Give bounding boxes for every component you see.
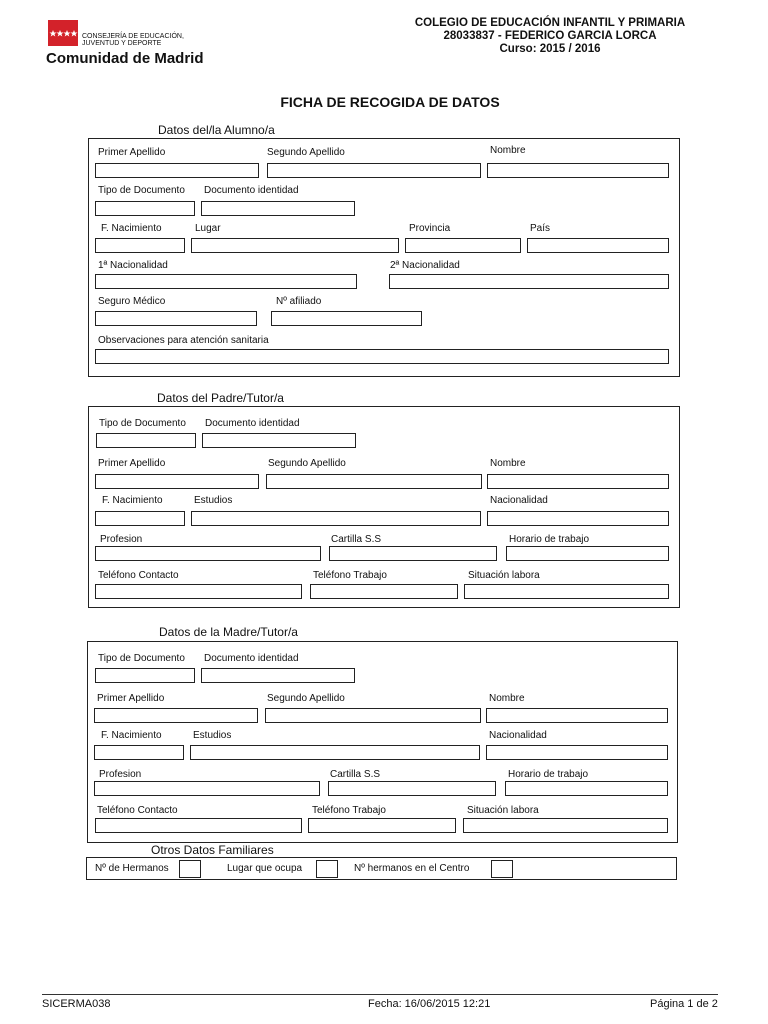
padre-horario-field[interactable]	[506, 546, 669, 561]
madre-profesion-field[interactable]	[94, 781, 320, 796]
padre-nacionalidad-field[interactable]	[487, 511, 669, 526]
label-hermanos-centro: Nº hermanos en el Centro	[354, 863, 470, 874]
label-tipo-documento: Tipo de Documento	[98, 185, 185, 196]
alumno-nacionalidad1-field[interactable]	[95, 274, 357, 289]
padre-telefono-trabajo-field[interactable]	[310, 584, 458, 599]
hermanos-centro-field[interactable]	[491, 860, 513, 878]
label-f-nacimiento: F. Nacimiento	[102, 495, 163, 506]
madre-horario-field[interactable]	[505, 781, 668, 796]
label-nacionalidad: Nacionalidad	[489, 730, 547, 741]
section-title-padre: Datos del Padre/Tutor/a	[157, 391, 284, 405]
school-line2: 28033837 - FEDERICO GARCIA LORCA	[443, 30, 657, 42]
label-f-nacimiento: F. Nacimiento	[101, 730, 162, 741]
padre-profesion-field[interactable]	[95, 546, 321, 561]
logo-line2: JUVENTUD Y DEPORTE	[82, 40, 162, 47]
label-situacion-laboral: Situación labora	[468, 570, 540, 581]
logo	[42, 14, 242, 70]
alumno-nombre-field[interactable]	[487, 163, 669, 178]
label-nacionalidad: Nacionalidad	[490, 495, 548, 506]
footer-divider	[42, 994, 718, 995]
school-line1: COLEGIO DE EDUCACIÓN INFANTIL Y PRIMARIA	[414, 17, 686, 29]
footer-code: SICERMA038	[42, 998, 111, 1010]
school-info	[380, 17, 720, 56]
section-title-alumno: Datos del/la Alumno/a	[158, 123, 275, 137]
padre-f-nacimiento-field[interactable]	[95, 511, 185, 526]
madre-f-nacimiento-field[interactable]	[94, 745, 184, 760]
label-observaciones: Observaciones para atención sanitaria	[98, 335, 269, 346]
lugar-ocupa-field[interactable]	[316, 860, 338, 878]
label-nacionalidad2: 2ª Nacionalidad	[390, 260, 460, 271]
label-primer-apellido: Primer Apellido	[97, 693, 165, 704]
alumno-lugar-field[interactable]	[191, 238, 399, 253]
padre-segundo-apellido-field[interactable]	[266, 474, 482, 489]
logo-flag-icon	[48, 20, 78, 46]
label-telefono-trabajo: Teléfono Trabajo	[313, 570, 387, 581]
alumno-documento-identidad-field[interactable]	[201, 201, 355, 216]
section-otros	[86, 857, 677, 880]
label-telefono-contacto: Teléfono Contacto	[98, 570, 179, 581]
label-situacion-laboral: Situación labora	[467, 805, 539, 816]
label-nacionalidad1: 1ª Nacionalidad	[98, 260, 168, 271]
alumno-seguro-medico-field[interactable]	[95, 311, 257, 326]
alumno-segundo-apellido-field[interactable]	[267, 163, 481, 178]
label-documento-identidad: Documento identidad	[204, 653, 299, 664]
alumno-provincia-field[interactable]	[405, 238, 521, 253]
label-n-afiliado: Nº afiliado	[276, 296, 322, 307]
padre-situacion-laboral-field[interactable]	[464, 584, 669, 599]
madre-documento-identidad-field[interactable]	[201, 668, 355, 683]
madre-segundo-apellido-field[interactable]	[265, 708, 481, 723]
label-f-nacimiento: F. Nacimiento	[101, 223, 162, 234]
padre-estudios-field[interactable]	[191, 511, 481, 526]
label-horario: Horario de trabajo	[508, 769, 589, 780]
section-title-madre: Datos de la Madre/Tutor/a	[159, 625, 298, 639]
page-title: FICHA DE RECOGIDA DE DATOS	[280, 94, 500, 110]
alumno-pais-field[interactable]	[527, 238, 669, 253]
label-provincia: Provincia	[409, 223, 451, 234]
alumno-n-afiliado-field[interactable]	[271, 311, 422, 326]
logo-line1: CONSEJERÍA DE EDUCACIÓN,	[82, 33, 184, 40]
padre-documento-identidad-field[interactable]	[202, 433, 356, 448]
label-nombre: Nombre	[490, 145, 526, 156]
footer-date: Fecha: 16/06/2015 12:21	[368, 998, 491, 1010]
label-seguro-medico: Seguro Médico	[98, 296, 166, 307]
label-profesion: Profesion	[99, 769, 142, 780]
madre-nombre-field[interactable]	[486, 708, 668, 723]
label-segundo-apellido: Segundo Apellido	[267, 147, 345, 158]
padre-primer-apellido-field[interactable]	[95, 474, 259, 489]
madre-estudios-field[interactable]	[190, 745, 480, 760]
label-telefono-trabajo: Teléfono Trabajo	[312, 805, 386, 816]
madre-tipo-documento-field[interactable]	[95, 668, 195, 683]
label-nombre: Nombre	[489, 693, 525, 704]
padre-cartilla-field[interactable]	[329, 546, 497, 561]
label-estudios: Estudios	[194, 495, 233, 506]
section-alumno	[88, 138, 680, 377]
label-documento-identidad: Documento identidad	[204, 185, 299, 196]
padre-telefono-contacto-field[interactable]	[95, 584, 302, 599]
alumno-observaciones-field[interactable]	[95, 349, 669, 364]
logo-org: Comunidad de Madrid	[46, 50, 204, 67]
padre-tipo-documento-field[interactable]	[96, 433, 196, 448]
madre-situacion-laboral-field[interactable]	[463, 818, 668, 833]
label-lugar: Lugar	[195, 223, 221, 234]
padre-nombre-field[interactable]	[487, 474, 669, 489]
label-tipo-documento: Tipo de Documento	[99, 418, 186, 429]
label-cartilla: Cartilla S.S	[330, 769, 381, 780]
alumno-primer-apellido-field[interactable]	[95, 163, 259, 178]
madre-telefono-contacto-field[interactable]	[95, 818, 302, 833]
label-tipo-documento: Tipo de Documento	[98, 653, 185, 664]
alumno-tipo-documento-field[interactable]	[95, 201, 195, 216]
label-segundo-apellido: Segundo Apellido	[268, 458, 346, 469]
section-title-otros: Otros Datos Familiares	[151, 843, 274, 857]
school-line3: Curso: 2015 / 2016	[499, 43, 601, 55]
label-horario: Horario de trabajo	[509, 534, 590, 545]
label-primer-apellido: Primer Apellido	[98, 147, 166, 158]
footer-page: Página 1 de 2	[650, 998, 718, 1010]
madre-nacionalidad-field[interactable]	[486, 745, 668, 760]
alumno-f-nacimiento-field[interactable]	[95, 238, 185, 253]
label-telefono-contacto: Teléfono Contacto	[97, 805, 178, 816]
label-estudios: Estudios	[193, 730, 232, 741]
alumno-nacionalidad2-field[interactable]	[389, 274, 669, 289]
madre-telefono-trabajo-field[interactable]	[308, 818, 456, 833]
label-profesion: Profesion	[100, 534, 143, 545]
hermanos-field[interactable]	[179, 860, 201, 878]
section-madre	[87, 641, 678, 843]
label-lugar-ocupa: Lugar que ocupa	[227, 863, 303, 874]
madre-cartilla-field[interactable]	[328, 781, 496, 796]
label-cartilla: Cartilla S.S	[331, 534, 382, 545]
section-padre	[88, 406, 680, 608]
label-nombre: Nombre	[490, 458, 526, 469]
label-primer-apellido: Primer Apellido	[98, 458, 166, 469]
label-segundo-apellido: Segundo Apellido	[267, 693, 345, 704]
label-documento-identidad: Documento identidad	[205, 418, 300, 429]
label-pais: País	[530, 223, 551, 234]
madre-primer-apellido-field[interactable]	[94, 708, 258, 723]
label-hermanos: Nº de Hermanos	[95, 863, 169, 874]
